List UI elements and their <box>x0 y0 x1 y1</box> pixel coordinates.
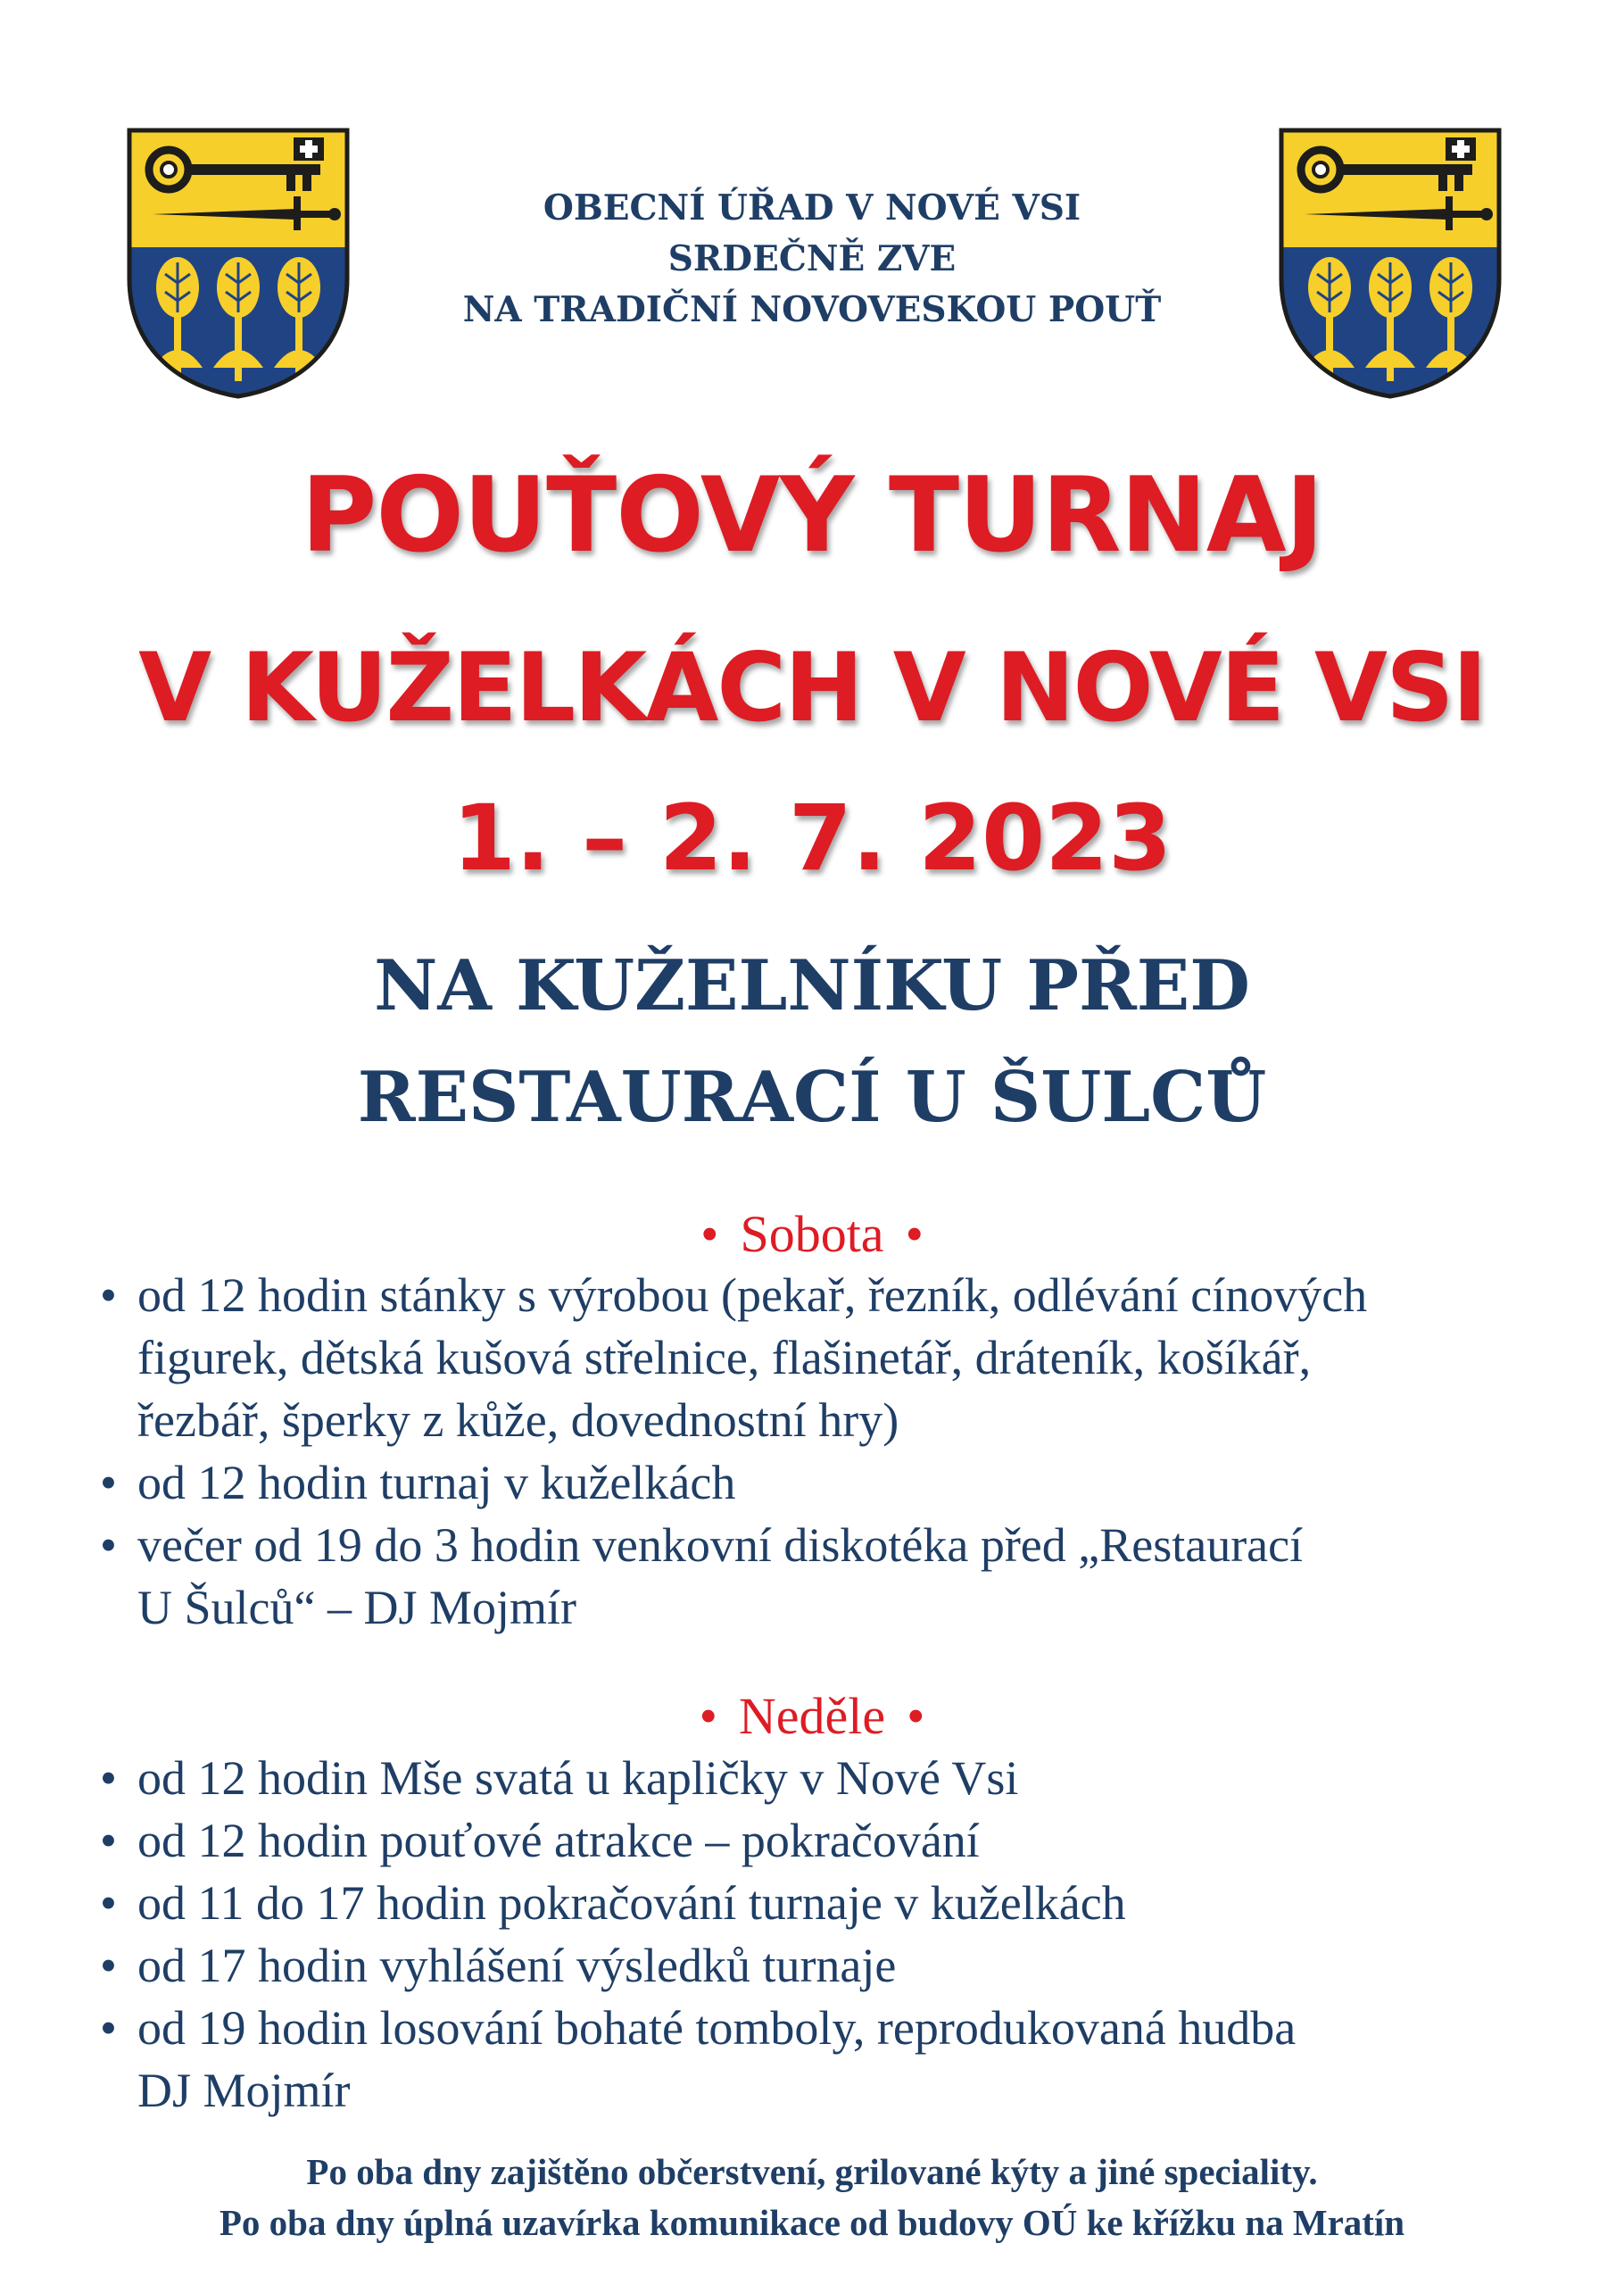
footer-notes <box>0 2147 1624 2248</box>
list-item <box>100 1872 1563 1934</box>
header-line-1: OBECNÍ ÚŘAD V NOVÉ VSI <box>543 187 1081 228</box>
bullet-icon: • <box>700 1205 719 1263</box>
list-item-line: od 17 hodin vyhlášení výsledků turnaje <box>137 1939 897 1992</box>
bullet-icon: • <box>905 1205 924 1263</box>
list-item-line: od 12 hodin pouťové atrakce – pokračování <box>137 1814 980 1867</box>
list-item <box>100 1997 1563 2122</box>
bullet-icon: • <box>100 1518 117 1572</box>
bullet-icon: • <box>100 1751 117 1805</box>
header-line-3: NA TRADIČNÍ NOVOVESKOU POUŤ <box>462 289 1162 330</box>
bullet-icon: • <box>100 1456 117 1509</box>
list-item-line: DJ Mojmír <box>137 2064 351 2117</box>
list-item-line: od 12 hodin stánky s výrobou (pekař, řezník, odlévání cínových <box>137 1268 1368 1322</box>
list-item <box>100 1809 1563 1872</box>
footer-line-2: Po oba dny úplná uzavírka komunikace od budovy OÚ ke křížku na Mratín <box>219 2202 1405 2243</box>
sunday-heading-label: Neděle <box>738 1687 886 1745</box>
bullet-icon: • <box>100 1814 117 1867</box>
list-item-line: řezbář, šperky z kůže, dovednostní hry) <box>137 1393 899 1447</box>
coat-of-arms-right-icon <box>1278 127 1503 399</box>
event-title-line-1: POUŤOVÝ TURNAJ <box>301 455 1323 576</box>
list-item-line: U Šulců“ – DJ Mojmír <box>137 1581 576 1634</box>
list-item-line: od 19 hodin losování bohaté tomboly, reprodukovaná hudba <box>137 2001 1297 2055</box>
footer-line-1: Po oba dny zajištěno občerstvení, grilované kýty a jiné speciality. <box>306 2151 1318 2192</box>
list-item <box>100 1934 1563 1997</box>
saturday-heading-label: Sobota <box>740 1205 884 1263</box>
list-item <box>100 1514 1563 1639</box>
sunday-heading <box>0 1685 1624 1748</box>
organizer-header <box>357 183 1267 336</box>
coat-of-arms-left-icon <box>126 127 351 399</box>
bullet-icon: • <box>100 1939 117 1992</box>
list-item-line: od 12 hodin turnaj v kuželkách <box>137 1456 736 1509</box>
event-title-line-2: V KUŽELKÁCH V NOVÉ VSI <box>138 633 1486 743</box>
bullet-icon: • <box>100 1876 117 1930</box>
list-item-line: od 12 hodin Mše svatá u kapličky v Nové Vsi <box>137 1751 1019 1805</box>
list-item <box>100 1451 1563 1514</box>
list-item-line: od 11 do 17 hodin pokračování turnaje v kuželkách <box>137 1876 1126 1930</box>
header-line-2: SRDEČNĚ ZVE <box>667 238 957 279</box>
event-date: 1. – 2. 7. 2023 <box>452 785 1172 892</box>
list-item-line: figurek, dětská kušová střelnice, flašinetář, dráteník, košíkář, <box>137 1331 1312 1384</box>
sunday-program-list <box>100 1747 1563 2122</box>
list-item <box>100 1747 1563 1809</box>
bullet-icon: • <box>100 2001 117 2055</box>
bullet-icon: • <box>100 1268 117 1322</box>
venue-line-1: NA KUŽELNÍKU PŘED <box>374 945 1250 1026</box>
bullet-icon: • <box>907 1687 925 1745</box>
saturday-program-list <box>100 1264 1563 1639</box>
venue-line-2: RESTAURACÍ U ŠULCŮ <box>357 1057 1267 1138</box>
saturday-heading <box>0 1203 1624 1266</box>
bullet-icon: • <box>699 1687 717 1745</box>
list-item-line: večer od 19 do 3 hodin venkovní diskotéka před „Restaurací <box>137 1518 1304 1572</box>
list-item <box>100 1264 1563 1451</box>
